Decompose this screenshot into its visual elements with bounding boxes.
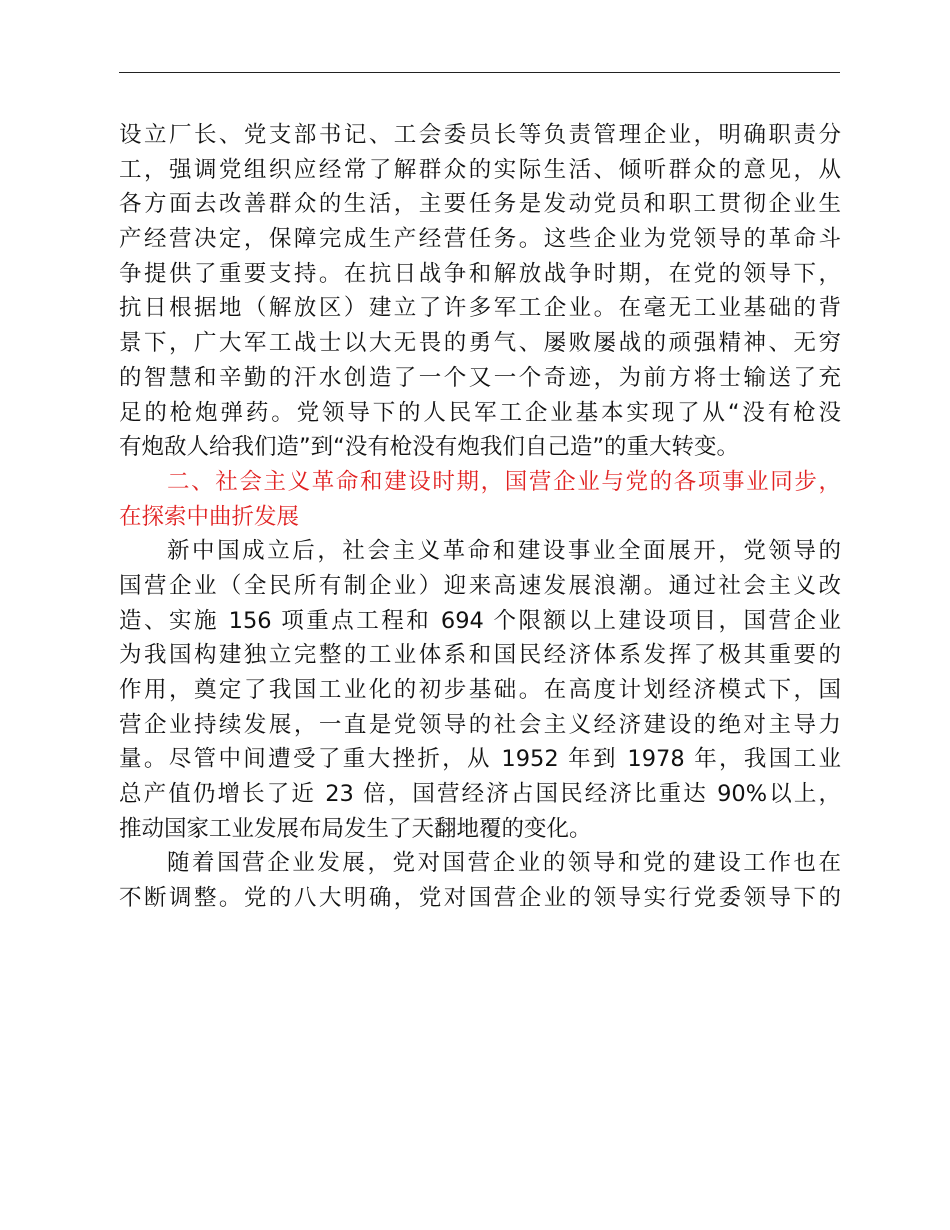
text-line: 造、实施 156 项重点工程和 694 个限额以上建设项目，国营企业: [119, 607, 841, 634]
text-line: 景下，广大军工战士以大无畏的勇气、屡败屡战的顽强精神、无穷: [119, 330, 841, 357]
text-line: 争提供了重要支持。在抗日战争和解放战争时期，在党的领导下，: [119, 260, 841, 287]
text-line: 营企业持续发展，一直是党领导的社会主义经济建设的绝对主导力: [119, 711, 841, 738]
text-line: 工，强调党组织应经常了解群众的实际生活、倾听群众的意见，从: [119, 156, 841, 183]
heading-line: 在探索中曲折发展: [119, 503, 300, 530]
text-line: 推动国家工业发展布局发生了天翻地覆的变化。: [119, 815, 592, 842]
text-line: 随着国营企业发展，党对国营企业的领导和党的建设工作也在: [167, 850, 841, 877]
paragraph-3: [119, 846, 841, 915]
header-rule: [119, 72, 840, 73]
text-line: 产经营决定，保障完成生产经营任务。这些企业为党领导的革命斗: [119, 226, 841, 253]
text-line: 量。尽管中间遭受了重大挫折，从 1952 年到 1978 年，我国工业: [119, 746, 841, 773]
text-line: 不断调整。党的八大明确，党对国营企业的领导实行党委领导下的: [119, 885, 841, 912]
text-line: 足的枪炮弹药。党领导下的人民军工企业基本实现了从“没有枪没: [119, 399, 841, 426]
text-line: 各方面去改善群众的生活，主要任务是发动党员和职工贯彻企业生: [119, 191, 841, 218]
paragraph-1: [119, 118, 841, 465]
text-line: 为我国构建独立完整的工业体系和国民经济体系发挥了极其重要的: [119, 642, 841, 669]
section-heading: [119, 465, 841, 534]
text-line: 新中国成立后，社会主义革命和建设事业全面展开，党领导的: [167, 538, 841, 565]
text-line: 作用，奠定了我国工业化的初步基础。在高度计划经济模式下，国: [119, 677, 841, 703]
body-text: [119, 118, 841, 916]
text-line: 设立厂长、党支部书记、工会委员长等负责管理企业，明确职责分: [119, 122, 841, 148]
text-line: 总产值仍增长了近 23 倍，国营经济占国民经济比重达 90%以上，: [119, 781, 841, 808]
text-line: 国营企业（全民所有制企业）迎来高速发展浪潮。通过社会主义改: [119, 572, 841, 599]
text-line: 有炮敌人给我们造”到“没有枪没有炮我们自己造”的重大转变。: [119, 434, 739, 461]
text-line: 抗日根据地（解放区）建立了许多军工企业。在毫无工业基础的背: [119, 295, 841, 322]
heading-line: 二、社会主义革命和建设时期，国营企业与党的各项事业同步，: [167, 468, 841, 495]
text-line: 的智慧和辛勤的汗水创造了一个又一个奇迹，为前方将士输送了充: [119, 364, 841, 391]
paragraph-2: [119, 534, 841, 846]
